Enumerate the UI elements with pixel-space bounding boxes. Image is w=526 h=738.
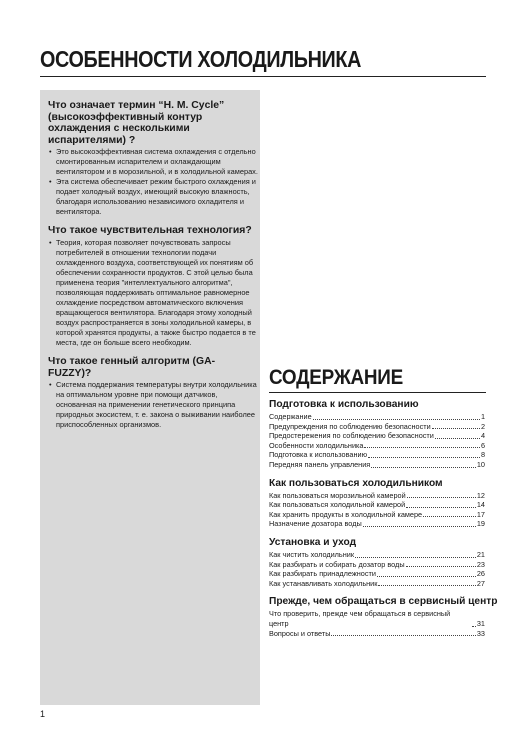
toc-dot-leader bbox=[423, 516, 476, 517]
toc-heading: СОДЕРЖАНИЕ bbox=[269, 366, 403, 389]
toc-entry-text: Предупреждения по соблюдению безопасности bbox=[269, 421, 431, 431]
toc-entry-page: 19 bbox=[476, 519, 485, 529]
toc-entry[interactable] bbox=[269, 441, 485, 451]
faq-question: Что означает термин “H. M. Cycle” (высокоэффективный контур охлаждения с несколькими испарителями) ? bbox=[48, 100, 225, 146]
toc-dot-leader bbox=[407, 497, 476, 498]
toc-entry[interactable] bbox=[269, 422, 485, 432]
faq-item-ga-fuzzy bbox=[48, 356, 258, 430]
toc-entry-page: 2 bbox=[480, 421, 485, 431]
toc-entry-page: 26 bbox=[476, 569, 485, 579]
toc-dot-leader bbox=[364, 447, 479, 448]
toc-entry-text: Подготовка к использованию bbox=[269, 450, 368, 460]
toc-entry-text: Как устанавливать холодильник bbox=[269, 578, 378, 588]
toc-entry-page: 6 bbox=[480, 440, 485, 450]
toc-entry-text: Вопросы и ответы bbox=[269, 628, 331, 638]
toc-rule bbox=[269, 392, 486, 393]
faq-bullet: • Эта система обеспечивает режим быстрого охлаждения и подает холодный воздух, имеющий высокую влажность, благодаря использованию независимого охладителя и вентилятора. bbox=[48, 177, 258, 217]
toc-entry-text: Как пользоваться холодильной камерой bbox=[269, 500, 406, 510]
toc-entry[interactable] bbox=[269, 460, 485, 470]
toc-entry-text: Содержание bbox=[269, 412, 312, 421]
toc-dot-leader bbox=[368, 457, 480, 458]
faq-item-sensitive-technology bbox=[48, 225, 258, 348]
toc-entry[interactable] bbox=[269, 519, 485, 529]
toc-entry[interactable] bbox=[269, 569, 485, 579]
toc-entry[interactable] bbox=[269, 629, 485, 639]
toc-section-title: Подготовка к использованию bbox=[269, 399, 419, 410]
toc-section-installation-care bbox=[269, 536, 485, 588]
toc-entry-page: 27 bbox=[476, 578, 485, 588]
toc-entry-text: Как пользоваться морозильной камерой bbox=[269, 490, 406, 500]
toc-dot-leader bbox=[371, 467, 476, 468]
toc-entry-page: 12 bbox=[476, 490, 485, 500]
toc-dot-leader bbox=[313, 419, 480, 420]
faq-answer-list bbox=[48, 380, 258, 430]
toc-entry-text: Предостережения по соблюдению безопасности bbox=[269, 431, 434, 441]
toc-entry-text: Как разбирать принадлежности bbox=[269, 569, 376, 579]
toc-entry[interactable] bbox=[269, 550, 485, 560]
faq-bullet: • Система поддержания температуры внутри холодильника на оптимальном уровне при помощи датчиков, основанная на применении генетического принципа природных экосистем, т. е. закона о выживании наиболее приспособленных организмов. bbox=[48, 380, 258, 430]
toc-dot-leader bbox=[331, 635, 475, 636]
toc-section-title: Установка и уход bbox=[269, 536, 357, 548]
toc-entry[interactable] bbox=[269, 579, 485, 589]
features-list bbox=[48, 100, 258, 438]
toc-dot-leader bbox=[435, 438, 480, 439]
toc-dot-leader bbox=[377, 576, 476, 577]
faq-bullet: • Теория, которая позволяет почувствовать запросы потребителей в отношении технологии подачи охлажденного воздуха, соответствующей их понятиям об обеспечении сохранности продуктов. С этой целью была применена теория "интеллектуального алгоритма", позволяющая поддерживать оптимальное равномерное охлаждение посредством автоматического включения вращающегося вентилятора. Благодаря этому холодный воздух распространяется в зоны холодильной камеры, в которой хранятся продукты, а также быстро подается в те места, где он больше всего необходим. bbox=[48, 238, 258, 348]
toc-entry-page: 23 bbox=[476, 559, 485, 569]
toc-dot-leader bbox=[378, 585, 475, 586]
toc-entry[interactable] bbox=[269, 491, 485, 501]
faq-question: Что такое чувствительная технология? bbox=[48, 225, 252, 237]
toc-entry-page: 4 bbox=[480, 431, 485, 441]
features-sidebar bbox=[40, 90, 260, 705]
page-title: ОСОБЕННОСТИ ХОЛОДИЛЬНИКА bbox=[40, 46, 362, 72]
toc-section-title: Как пользоваться холодильником bbox=[269, 477, 443, 489]
toc-dot-leader bbox=[406, 566, 476, 567]
faq-answer-list bbox=[48, 238, 258, 348]
toc-section-service bbox=[269, 595, 498, 638]
toc-dot-leader bbox=[363, 526, 476, 527]
toc-entry-page: 33 bbox=[476, 628, 485, 638]
toc-entry-page: 14 bbox=[476, 500, 485, 510]
toc-dot-leader bbox=[472, 626, 476, 627]
toc-entry-page: 8 bbox=[480, 450, 485, 460]
faq-item-hm-cycle bbox=[48, 100, 258, 217]
toc-entry-text: Назначение дозатора воды bbox=[269, 519, 362, 529]
toc-entry-text: Как хранить продукты в холодильной камере bbox=[269, 509, 423, 519]
faq-question: Что такое генный алгоритм (GA-FUZZY)? bbox=[48, 355, 216, 379]
toc-entry[interactable] bbox=[269, 431, 485, 441]
toc-entry[interactable] bbox=[269, 500, 485, 510]
toc-section-usage bbox=[269, 477, 485, 529]
toc-entry-text: Что проверить, прежде чем обращаться в сервисный центр bbox=[269, 609, 451, 628]
toc-entry[interactable] bbox=[269, 560, 485, 570]
toc-entry-page: 21 bbox=[476, 549, 485, 559]
toc-entry[interactable] bbox=[269, 609, 485, 628]
toc-entry-text: Как чистить холодильник bbox=[269, 549, 355, 559]
toc-section-preparation bbox=[269, 398, 485, 470]
table-of-contents bbox=[269, 398, 498, 645]
toc-entry-page: 1 bbox=[480, 412, 485, 421]
toc-section-title: Прежде, чем обращаться в сервисный центр bbox=[269, 596, 498, 608]
toc-entry-text: Как разбирать и собирать дозатор воды bbox=[269, 559, 405, 569]
toc-entry-text: Передняя панель управления bbox=[269, 459, 371, 469]
page-number: 1 bbox=[40, 709, 46, 719]
faq-answer-list bbox=[48, 147, 258, 217]
toc-entry-page: 31 bbox=[476, 618, 485, 628]
toc-entry-text: Особенности холодильника bbox=[269, 440, 364, 450]
toc-entry-page: 10 bbox=[476, 459, 485, 469]
toc-entry[interactable] bbox=[269, 510, 485, 520]
toc-dot-leader bbox=[406, 507, 476, 508]
title-rule bbox=[40, 76, 486, 77]
toc-entry[interactable] bbox=[269, 412, 485, 422]
faq-bullet: • Это высокоэффективная система охлаждения с отдельно смонтированным испарителем и охлаждающим вентилятором и в морозильной, и в холодильной камерах. bbox=[48, 147, 258, 177]
toc-entry-page: 17 bbox=[476, 509, 485, 519]
toc-dot-leader bbox=[432, 428, 480, 429]
toc-entry[interactable] bbox=[269, 450, 485, 460]
toc-dot-leader bbox=[355, 557, 476, 558]
